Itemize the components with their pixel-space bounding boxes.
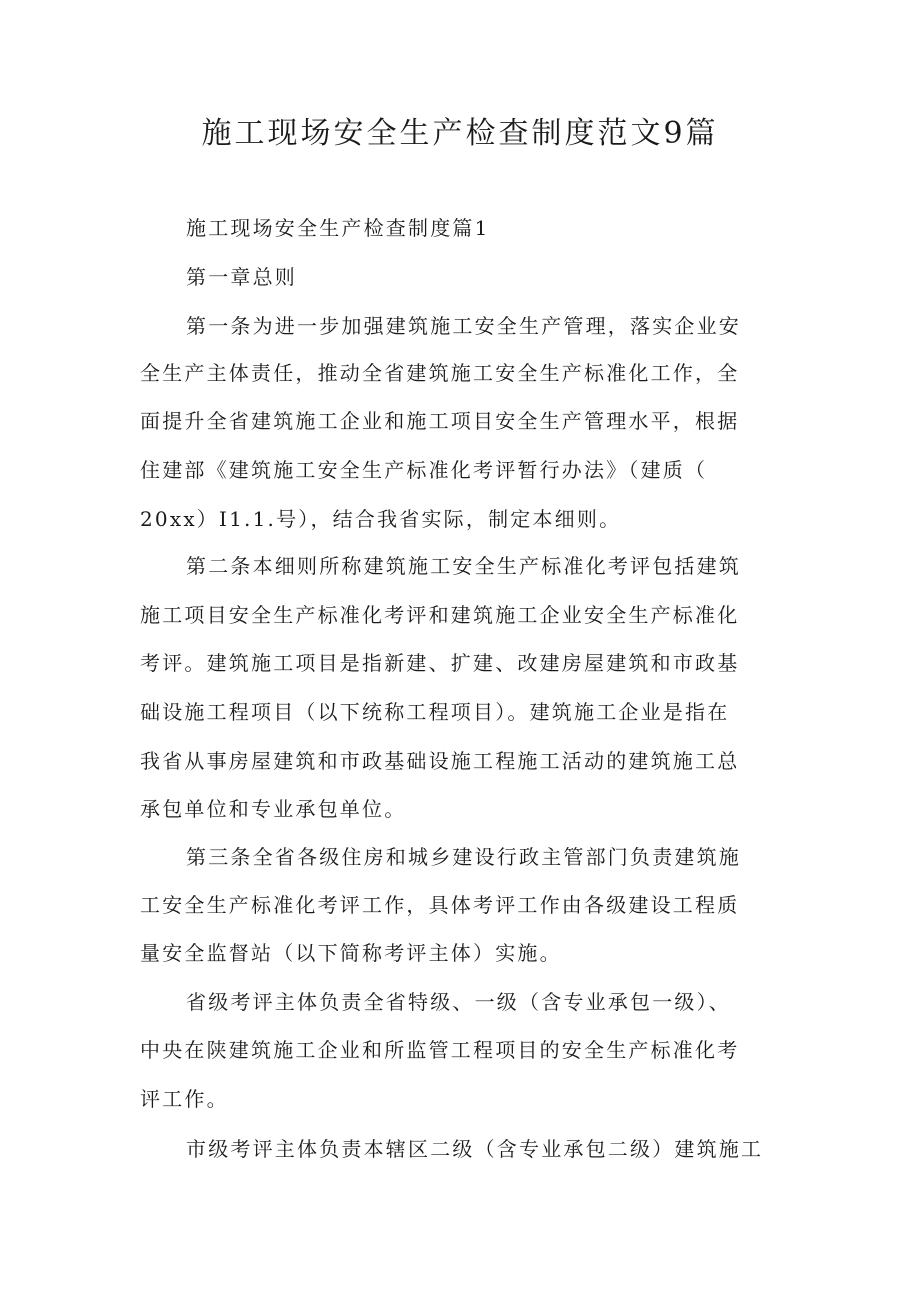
paragraph-line: 承包单位和专业承包单位。 — [140, 797, 407, 821]
paragraph-line: 础设施工程项目（以下统称工程项目）。建筑施工企业是指在 — [140, 700, 730, 724]
paragraph-line: 工安全生产标准化考评工作，具体考评工作由各级建设工程质 — [140, 893, 740, 917]
section-heading: 施工现场安全生产检查制度篇1 — [186, 216, 490, 240]
paragraph-line: 全生产主体责任，推动全省建筑施工安全生产标准化工作，全 — [140, 361, 740, 385]
paragraph-line: 我省从事房屋建筑和市政基础设施工程施工活动的建筑施工总 — [140, 749, 740, 773]
paragraph-line: 住建部《建筑施工安全生产标准化考评暂行办法》（建质（ — [140, 458, 708, 482]
paragraph-line: 市级考评主体负责本辖区二级（含专业承包二级）建筑施工 — [186, 1137, 764, 1161]
paragraph-line: 第二条本细则所称建筑施工安全生产标准化考评包括建筑 — [186, 554, 741, 578]
paragraph-line: 第三条全省各级住房和城乡建设行政主管部门负责建筑施 — [186, 845, 741, 869]
paragraph-line: 20xx）I1.1.号），结合我省实际，制定本细则。 — [140, 507, 622, 531]
paragraph-line: 考评。建筑施工项目是指新建、扩建、改建房屋建筑和市政基 — [140, 651, 740, 675]
paragraph-line: 量安全监督站（以下简称考评主体）实施。 — [140, 941, 562, 965]
paragraph-line: 第一条为进一步加强建筑施工安全生产管理，落实企业安 — [186, 314, 741, 338]
paragraph-line: 施工项目安全生产标准化考评和建筑施工企业安全生产标准化 — [140, 603, 740, 627]
paragraph-line: 省级考评主体负责全省特级、一级（含专业承包一级）、 — [186, 990, 731, 1014]
document-title: 施工现场安全生产检查制度范文9篇 — [201, 116, 719, 151]
paragraph-line: 中央在陕建筑施工企业和所监管工程项目的安全生产标准化考 — [140, 1038, 740, 1062]
paragraph-line: 面提升全省建筑施工企业和施工项目安全生产管理水平，根据 — [140, 409, 740, 433]
chapter-heading: 第一章总则 — [186, 265, 297, 289]
paragraph-line: 评工作。 — [140, 1087, 229, 1111]
